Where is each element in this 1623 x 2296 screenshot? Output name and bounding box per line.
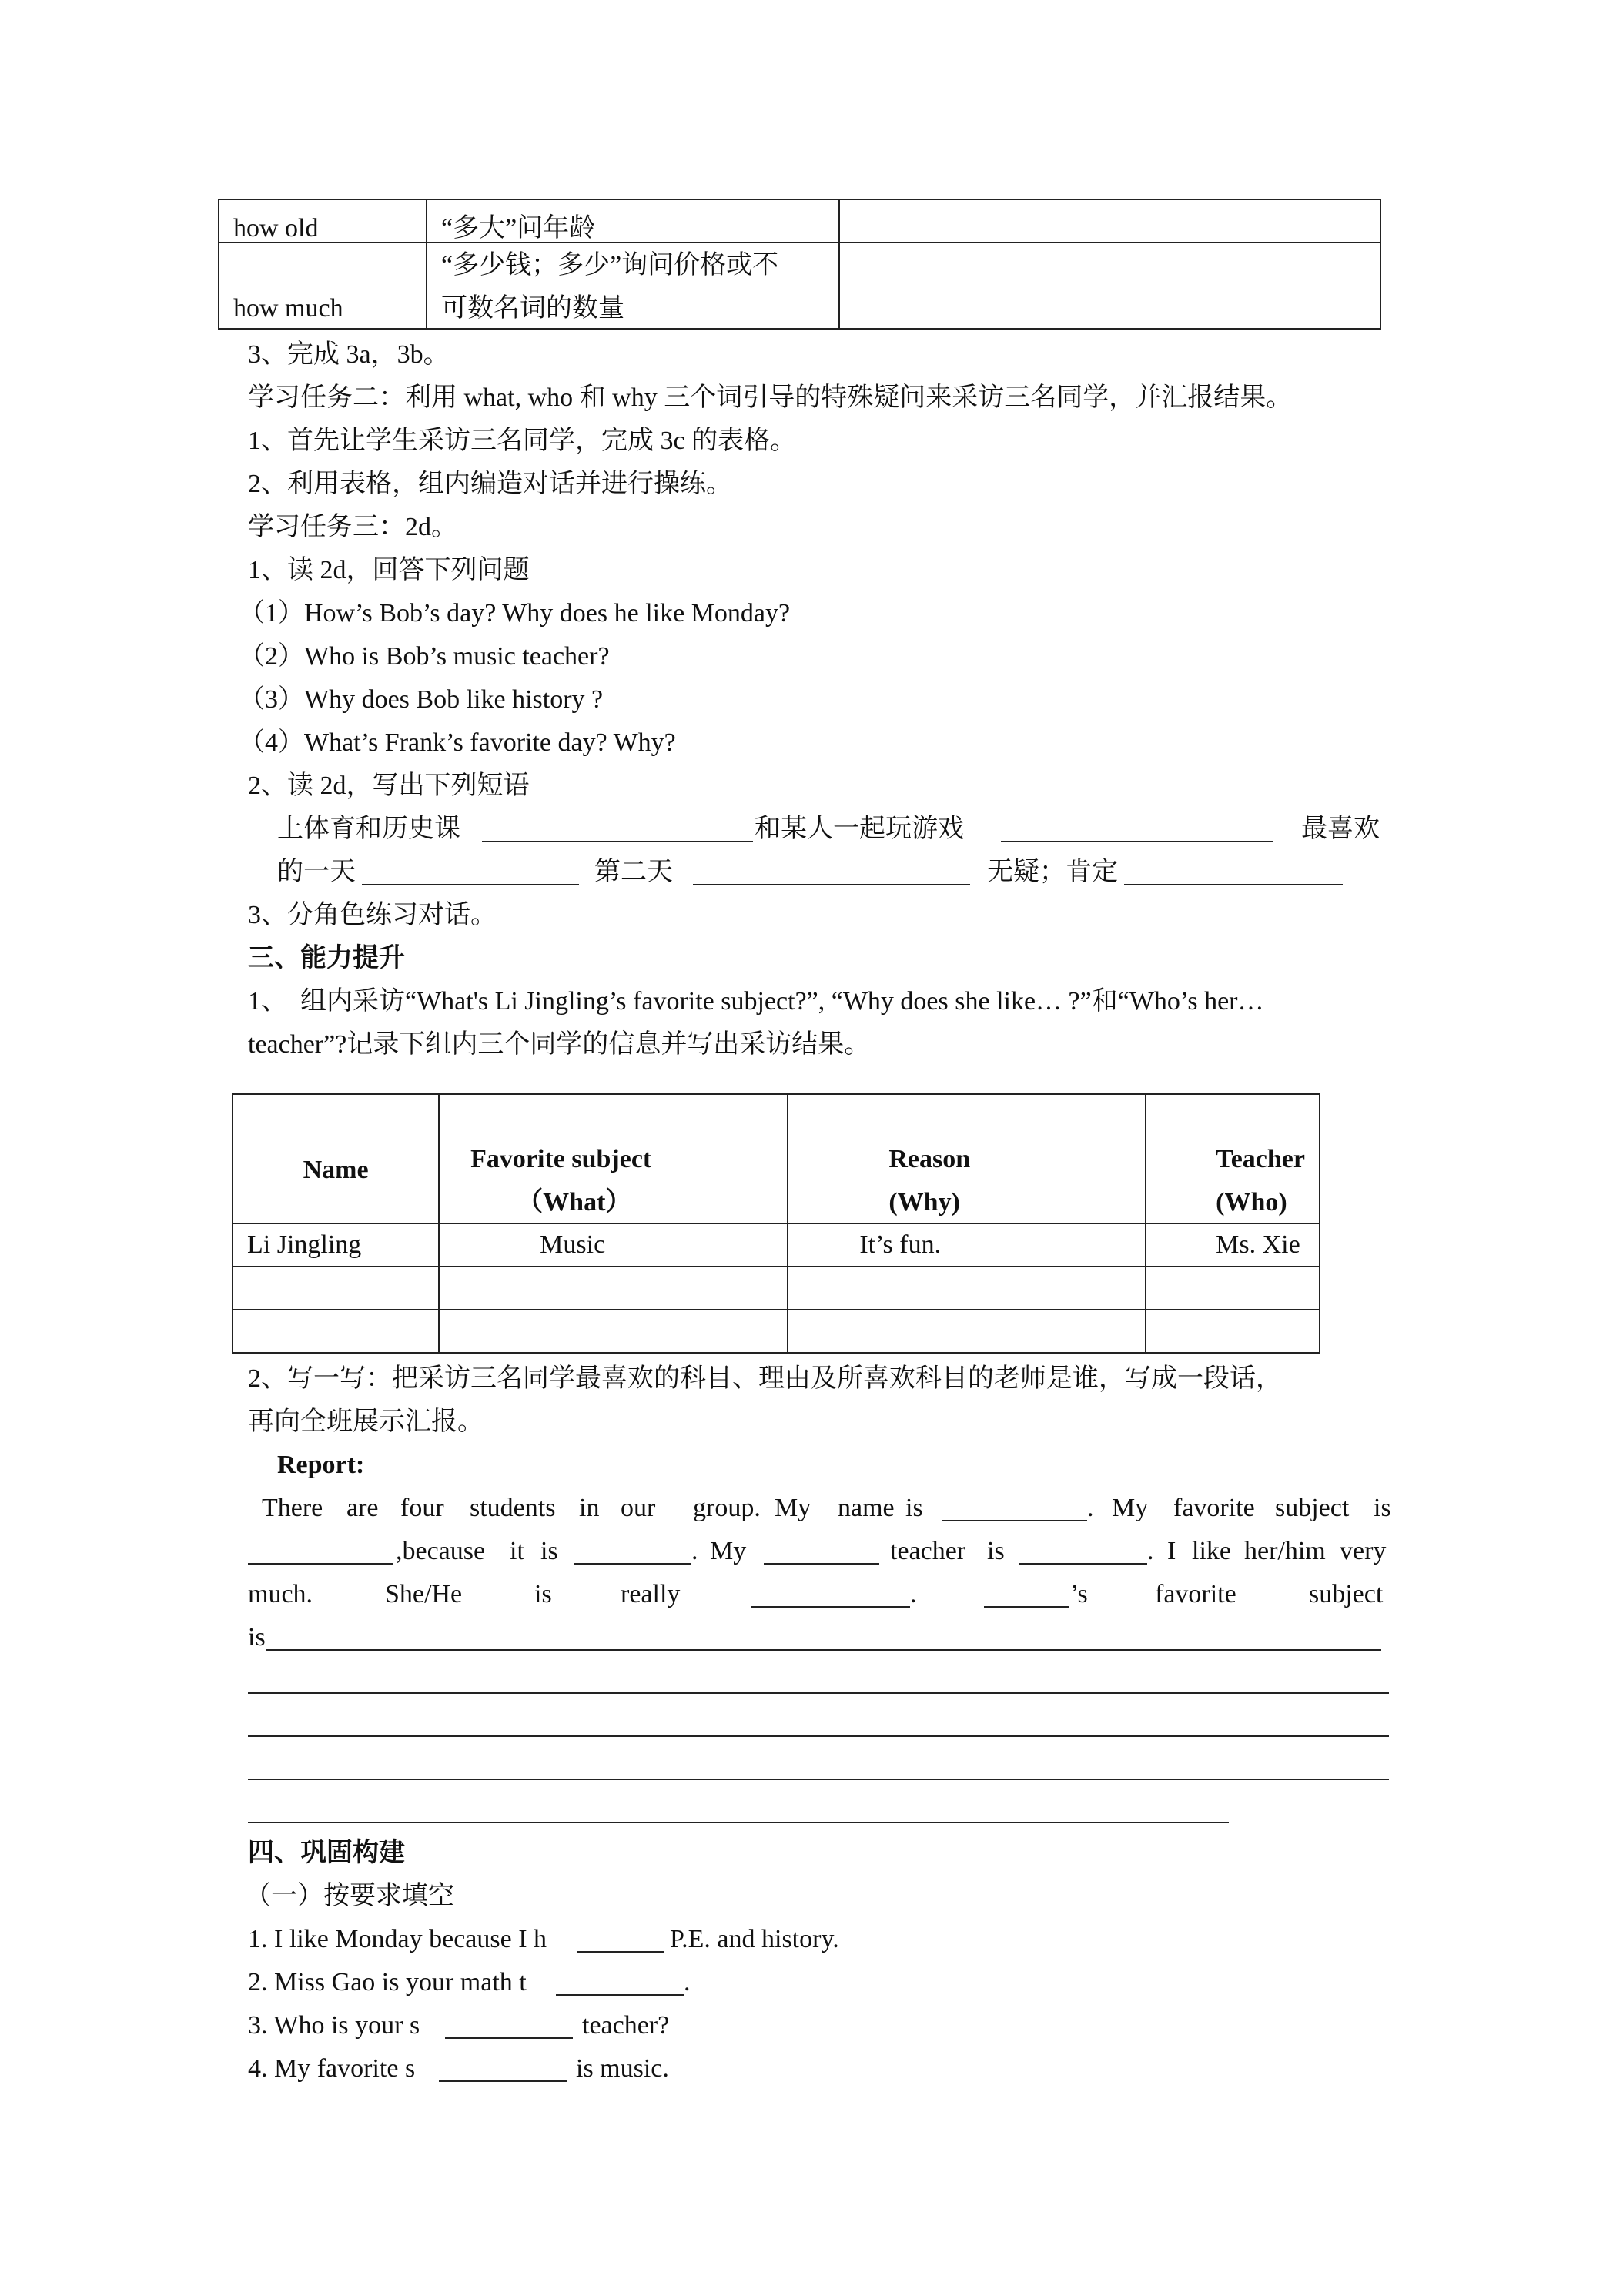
answer-blank[interactable] [362, 884, 579, 885]
table-header-row [233, 1094, 1320, 1223]
report-word: our [621, 1494, 656, 1522]
task-line: 3、分角色练习对话。 [248, 901, 497, 929]
table-cell[interactable] [233, 1267, 439, 1310]
column-header-subject [439, 1094, 788, 1223]
report-word: . [1147, 1537, 1154, 1565]
exercise-text: 2. Miss Gao is your math t [248, 1968, 527, 1996]
instruction: 1、 组内采访“What's Li Jingling’s favorite subject?”, “Why does she like… ?”和“Who’s her… [248, 987, 1264, 1016]
table-cell[interactable] [439, 1267, 788, 1310]
interview-table [232, 1093, 1320, 1354]
section-heading: 三、能力提升 [248, 944, 405, 972]
task-line: 1、读 2d，回答下列问题 [248, 556, 530, 584]
report-word: students [470, 1494, 556, 1522]
answer-blank[interactable] [693, 884, 970, 885]
question: （3）Why does Bob like history ? [239, 685, 604, 714]
task-line: 3、完成 3a，3b。 [248, 340, 450, 369]
answer-blank[interactable] [1001, 841, 1273, 842]
question: （1）How’s Bob’s day? Why does he like Monday? [239, 599, 791, 628]
phrase-prompt: 的一天 [277, 858, 356, 886]
exercise-text: is music. [576, 2054, 669, 2083]
report-word: ,because [396, 1537, 486, 1565]
exercise-text: . [684, 1968, 691, 1996]
report-label: Report: [277, 1451, 365, 1479]
answer-blank[interactable] [445, 2037, 573, 2039]
report-word: her/him [1244, 1537, 1326, 1565]
report-word: favorite [1173, 1494, 1255, 1522]
answer-blank[interactable] [556, 1994, 684, 1996]
table-row [233, 1310, 1320, 1353]
table-row [219, 199, 1380, 243]
report-word: in [579, 1494, 600, 1522]
column-header-teacher [1146, 1094, 1320, 1223]
report-word: is [540, 1537, 558, 1565]
report-word: is [1374, 1494, 1391, 1522]
task-line: 1、首先让学生采访三名同学，完成 3c 的表格。 [248, 427, 797, 455]
report-word: very [1340, 1537, 1387, 1565]
header-line: Favorite subject [470, 1145, 652, 1173]
report-word: are [346, 1494, 379, 1522]
header-line: (Why) [888, 1188, 960, 1217]
report-word: . [1087, 1494, 1094, 1522]
writing-line[interactable] [266, 1649, 1381, 1651]
table-row [233, 1267, 1320, 1310]
task-heading: 学习任务二：利用 what, who 和 why 三个词引导的特殊疑问来采访三名同学，并汇报结果。 [248, 383, 1293, 412]
table-row [219, 243, 1380, 329]
column-header-name [233, 1094, 439, 1223]
header-line: Name [303, 1156, 369, 1184]
writing-line[interactable] [248, 1822, 1229, 1823]
table-cell[interactable] [1146, 1310, 1320, 1353]
answer-blank[interactable] [1019, 1563, 1147, 1565]
phrase-prompt: 无疑；肯定 [987, 858, 1118, 886]
exercise-text: 3. Who is your s [248, 2011, 420, 2040]
instruction: 再向全班展示汇报。 [248, 1407, 484, 1436]
table-cell[interactable] [1146, 1267, 1320, 1310]
vocab-table [218, 199, 1381, 330]
exercise-text: teacher? [582, 2011, 670, 2040]
report-word: it [510, 1537, 524, 1565]
report-word: four [400, 1494, 444, 1522]
exercise-text: 1. I like Monday because I h [248, 1925, 547, 1953]
report-word: . [691, 1537, 698, 1565]
report-word: really [621, 1580, 681, 1608]
header-line: （What） [517, 1188, 632, 1217]
vocab-word: how old [219, 199, 427, 243]
task-heading: 学习任务三：2d。 [248, 513, 457, 541]
vocab-word: how much [219, 243, 427, 329]
answer-blank[interactable] [942, 1520, 1087, 1521]
table-cell[interactable] [788, 1310, 1146, 1353]
report-word: name [838, 1494, 895, 1522]
table-row [233, 1223, 1320, 1267]
task-line: 2、读 2d，写出下列短语 [248, 771, 530, 800]
exercise-text: P.E. and history. [670, 1925, 839, 1953]
table-cell[interactable] [233, 1310, 439, 1353]
instruction: 2、写一写：把采访三名同学最喜欢的科目、理由及所喜欢科目的老师是谁，写成一段话， [248, 1364, 1282, 1393]
writing-line[interactable] [248, 1735, 1389, 1737]
report-word: is [905, 1494, 923, 1522]
answer-blank[interactable] [439, 2080, 567, 2082]
table-cell: It’s fun. [788, 1223, 1146, 1267]
vocab-note [839, 243, 1380, 329]
report-word: is [987, 1537, 1005, 1565]
subsection-heading: （一）按要求填空 [245, 1882, 454, 1910]
phrase-prompt: 上体育和历史课 [277, 815, 460, 843]
section-heading: 四、巩固构建 [248, 1839, 405, 1867]
vocab-meaning-line2: 可数名词的数量 [441, 294, 624, 323]
answer-blank[interactable] [482, 841, 753, 842]
header-line: (Who) [1216, 1188, 1287, 1217]
vocab-meaning [427, 243, 839, 329]
phrase-prompt: 第二天 [594, 858, 673, 886]
phrase-prompt: 和某人一起玩游戏 [755, 815, 964, 843]
answer-blank[interactable] [577, 1951, 664, 1953]
report-word: subject [1275, 1494, 1350, 1522]
table-cell[interactable] [439, 1310, 788, 1353]
report-word: group. [693, 1494, 761, 1522]
vocab-meaning: “多大”问年龄 [427, 199, 839, 243]
report-word: There [262, 1494, 323, 1522]
table-cell: Ms. Xie [1146, 1223, 1320, 1267]
table-cell: Music [439, 1223, 788, 1267]
report-word: is [534, 1580, 552, 1608]
report-word: is [248, 1623, 266, 1652]
vocab-note [839, 199, 1380, 243]
report-word: favorite [1155, 1580, 1236, 1608]
column-header-reason [788, 1094, 1146, 1223]
writing-line[interactable] [248, 1692, 1389, 1694]
question: （4）What’s Frank’s favorite day? Why? [239, 728, 676, 757]
header-line: Reason [888, 1145, 971, 1173]
answer-blank[interactable] [574, 1563, 691, 1565]
task-line: 2、利用表格，组内编造对话并进行操练。 [248, 470, 732, 498]
report-word: like [1192, 1537, 1231, 1565]
header-line: Teacher [1216, 1145, 1305, 1173]
question: （2）Who is Bob’s music teacher? [239, 642, 610, 671]
writing-line[interactable] [248, 1779, 1389, 1780]
answer-blank[interactable] [751, 1606, 910, 1608]
report-word: teacher [890, 1537, 966, 1565]
report-word: . [910, 1580, 917, 1608]
answer-blank[interactable] [984, 1606, 1069, 1608]
phrase-prompt: 最喜欢 [1301, 815, 1380, 843]
report-word: subject [1309, 1580, 1384, 1608]
table-cell[interactable] [788, 1267, 1146, 1310]
report-word: She/He [385, 1580, 463, 1608]
vocab-meaning-line1: “多少钱；多少”询问价格或不 [441, 251, 779, 279]
exercise-text: 4. My favorite s [248, 2054, 416, 2083]
report-word: much. [248, 1580, 313, 1608]
report-word: ’s [1070, 1580, 1088, 1608]
answer-blank[interactable] [248, 1563, 393, 1565]
report-word: My [1112, 1494, 1149, 1522]
report-word: My [710, 1537, 747, 1565]
instruction: teacher”?记录下组内三个同学的信息并写出采访结果。 [248, 1030, 871, 1059]
table-cell: Li Jingling [233, 1223, 439, 1267]
report-word: I [1167, 1537, 1176, 1565]
report-word: My [775, 1494, 812, 1522]
answer-blank[interactable] [764, 1563, 879, 1565]
answer-blank[interactable] [1124, 884, 1343, 885]
